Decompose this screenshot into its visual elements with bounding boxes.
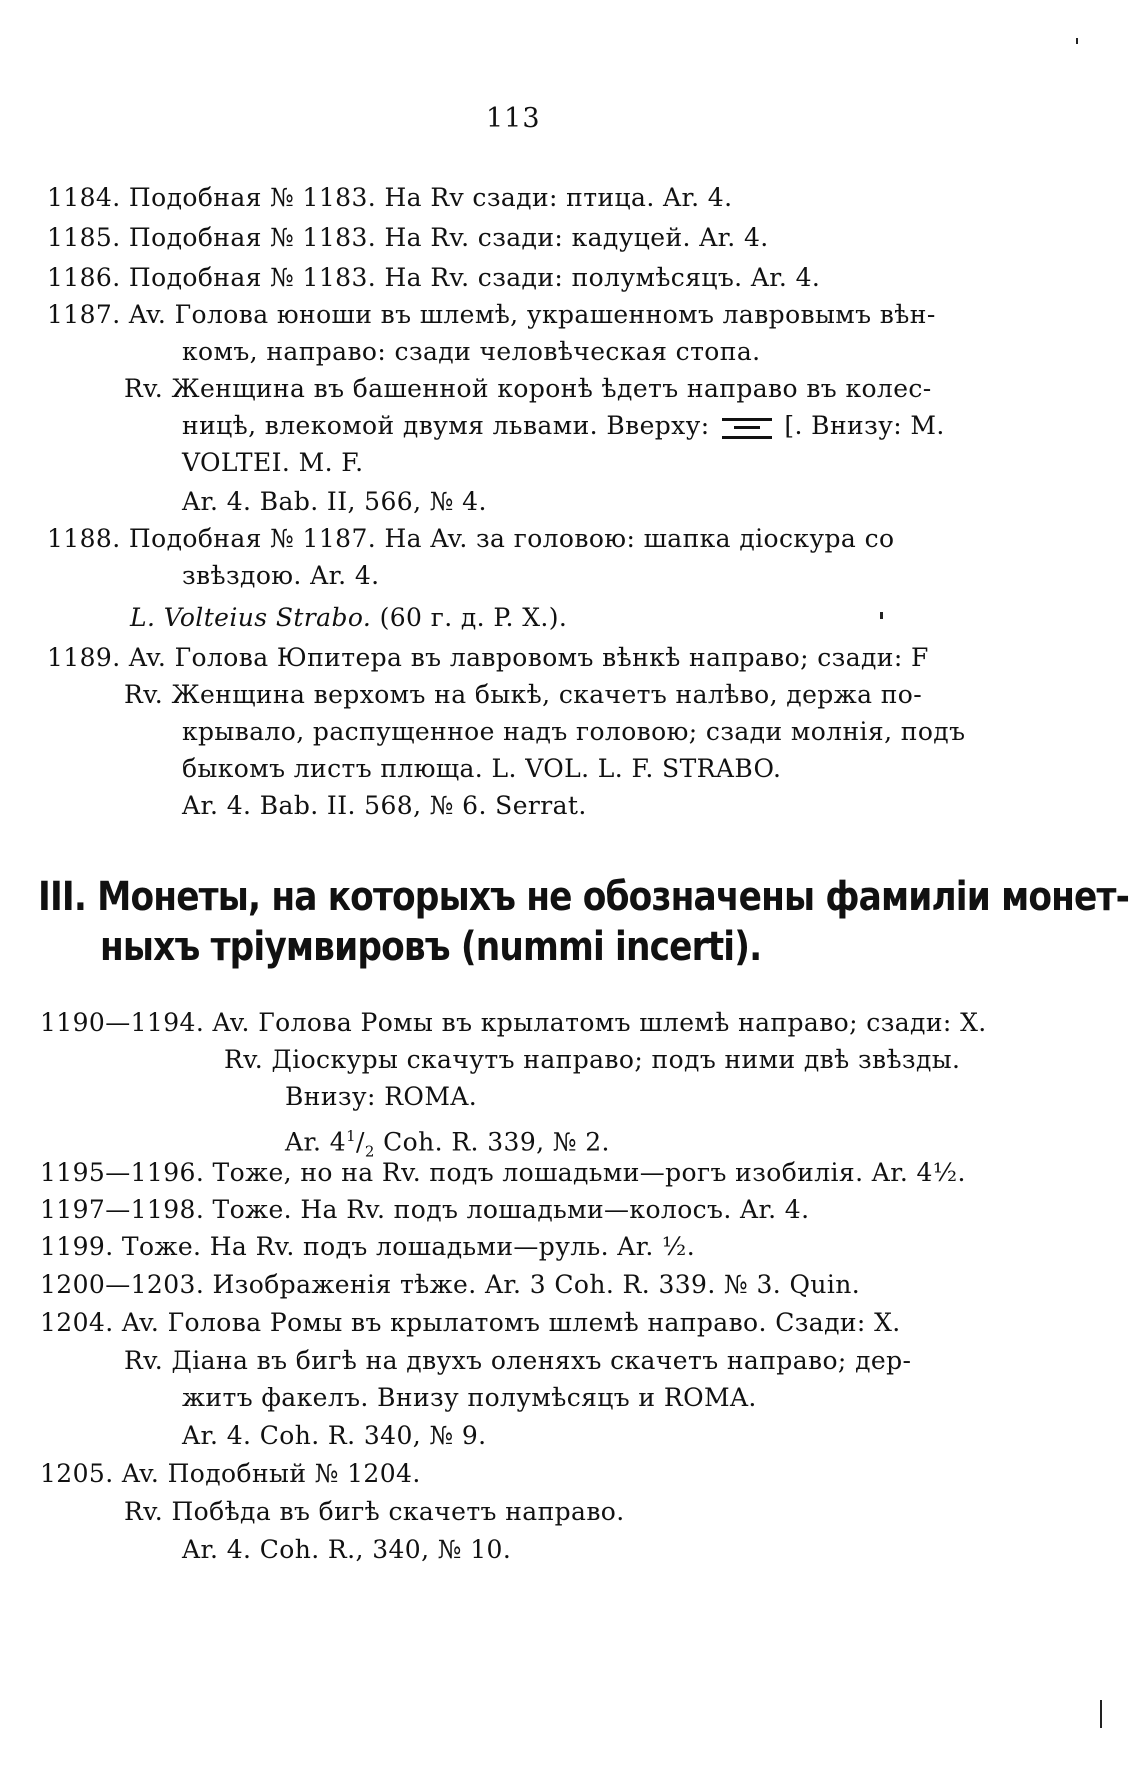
entry-1190-line2: Rv. Діоскуры скачутъ направо; подъ ними двѣ звѣзды.	[224, 1045, 961, 1074]
moneyer-heading	[130, 603, 567, 633]
entry-1204-line1: 1204. Av. Голова Ромы въ крылатомъ шлемѣ направо. Сзади: X.	[40, 1308, 901, 1337]
entry-1200: 1200—1203. Изображенія тѣже. Ar. 3 Coh. R. 339. № 3. Quin.	[40, 1270, 861, 1299]
entry-1204-line2: Rv. Діана въ бигѣ на двухъ оленяхъ скачетъ направо; дер-	[124, 1346, 912, 1375]
entry-1190-reference: Coh. R. 339, № 2.	[374, 1127, 610, 1157]
fraction-numerator: 1	[346, 1127, 357, 1145]
entry-1187-line2: комъ, направо: сзади человѣческая стопа.	[182, 337, 761, 366]
entry-1204-line4: Ar. 4. Coh. R. 340, № 9.	[182, 1421, 487, 1450]
entry-1189-line2: Rv. Женщина верхомъ на быкѣ, скачетъ налѣво, держа по-	[124, 680, 923, 709]
mint-mark-symbol	[722, 416, 772, 440]
moneyer-date: (60 г. д. P. X.).	[379, 603, 568, 632]
entry-1187-line3: Rv. Женщина въ башенной коронѣ ѣдетъ направо въ колес-	[124, 374, 932, 403]
entry-1199: 1199. Тоже. На Rv. подъ лошадьми—руль. Ar. ½.	[40, 1232, 696, 1261]
entry-1205-line3: Ar. 4. Coh. R., 340, № 10.	[182, 1535, 512, 1564]
entry-1186: 1186. Подобная № 1183. На Rv. сзади: полумѣсяцъ. Ar. 4.	[47, 263, 821, 292]
entry-1185: 1185. Подобная № 1183. На Rv. сзади: кадуцей. Ar. 4.	[47, 223, 769, 252]
section-title-line1: III. Монеты, на которыхъ не обозначены фамиліи монет-	[38, 874, 1130, 920]
entry-1195: 1195—1196. Тоже, но на Rv. подъ лошадьми—рогъ изобилія. Ar. 4½.	[40, 1158, 966, 1187]
entry-1205-line2: Rv. Побѣда въ бигѣ скачетъ направо.	[124, 1497, 625, 1526]
entry-1187-line4-a: ницѣ, влекомой двумя львами. Вверху:	[182, 411, 710, 440]
entry-1187-line1: 1187. Av. Голова юноши въ шлемѣ, украшенномъ лавровымъ вѣн-	[47, 300, 936, 329]
entry-1205-line1: 1205. Av. Подобный № 1204.	[40, 1459, 421, 1488]
fraction-denominator: 2	[364, 1142, 375, 1161]
entry-1190-line3: Внизу: ROMA.	[285, 1082, 478, 1111]
page-number: 113	[486, 103, 541, 134]
entry-1189-line5: Ar. 4. Bab. II. 568, № 6. Serrat.	[182, 791, 587, 820]
entry-1184: 1184. Подобная № 1183. На Rv сзади: птица. Ar. 4.	[47, 183, 733, 212]
entry-1188-line2: звѣздою. Ar. 4.	[182, 561, 380, 590]
entry-1189-line1: 1189. Av. Голова Юпитера въ лавровомъ вѣнкѣ направо; сзади: F	[47, 643, 929, 672]
scan-mark-bottom	[1100, 1700, 1102, 1728]
entry-1187-line5: VOLTEI. M. F.	[182, 448, 364, 477]
moneyer-name: L. Volteius Strabo.	[130, 603, 372, 632]
entry-1187-line4-b: [. Внизу: M.	[784, 411, 945, 440]
entry-1187-line4	[182, 411, 945, 441]
scan-mark-top	[1076, 38, 1078, 44]
entry-1190-weight: Ar. 4	[285, 1127, 347, 1157]
entry-1197: 1197—1198. Тоже. На Rv. подъ лошадьми—колосъ. Ar. 4.	[40, 1195, 810, 1224]
entry-1190-line4: Ar. $4^1/_2$ Coh. R. 339, № 2.	[285, 1127, 610, 1161]
entry-1204-line3: житъ факелъ. Внизу полумѣсяцъ и ROMA.	[182, 1383, 757, 1412]
entry-1189-line4: быкомъ листъ плюща. L. VOL. L. F. STRABO.	[182, 754, 782, 783]
speck-mark	[880, 612, 883, 619]
entry-1188-line1: 1188. Подобная № 1187. На Av. за головою: шапка діоскура со	[47, 524, 895, 553]
entry-1189-line3: крывало, распущенное надъ головою; сзади молнія, подъ	[182, 717, 966, 746]
entry-1187-line6: Ar. 4. Bab. II, 566, № 4.	[182, 487, 487, 516]
section-title-line2: ныхъ тріумвировъ (nummi incerti).	[100, 924, 762, 970]
entry-1190-line1: 1190—1194. Av. Голова Ромы въ крылатомъ шлемѣ направо; сзади: X.	[40, 1008, 987, 1037]
